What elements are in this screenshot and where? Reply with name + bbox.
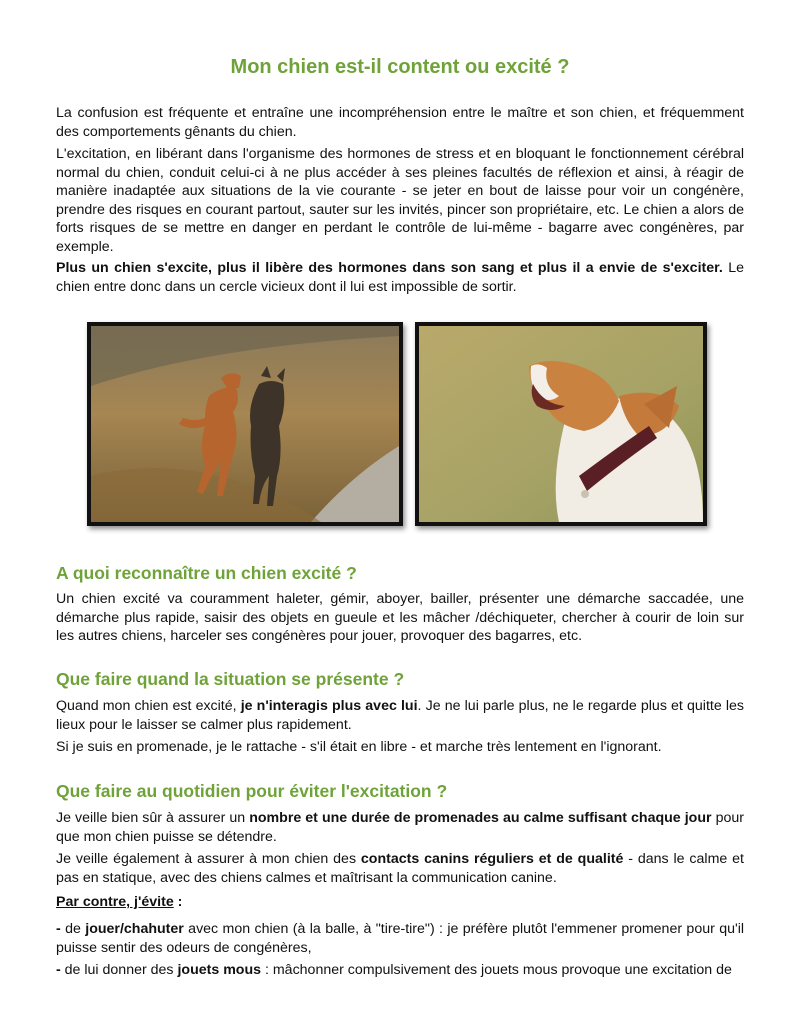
page-title: Mon chien est-il content ou excité ? [230, 56, 570, 78]
section3-p1-start: Je veille bien sûr à assurer un [56, 810, 250, 826]
section-heading-daily: Que faire au quotidien pour éviter l'excitation ? [56, 781, 448, 801]
section3-p1-end: pour que mon chien puisse se détendre. [56, 810, 744, 845]
section2-p1-end: . Je ne lui parle plus, ne le regarde plus et quitte les lieux pour le laisser se calmer plus rapidement. [56, 698, 744, 733]
avoid-item-2-end: : mâchonner compulsivement des jouets mous provoque une excitation de [261, 962, 732, 978]
avoid-item-1-dash: - [56, 921, 66, 937]
section-heading-what-to-do: Que faire quand la situation se présente ? [56, 669, 405, 689]
avoid-item-1 [56, 920, 744, 957]
avoid-item-2-emphasis: jouets mous [177, 962, 262, 978]
section2-paragraph-2: Si je suis en promenade, je le rattache - s'il était en libre - et marche très lentement en l'ignorant. [56, 739, 662, 755]
barking-dog-image [419, 326, 703, 522]
section3-p1-emphasis: nombre et une durée de promenades au calme suffisant chaque jour [249, 810, 712, 826]
section2-paragraph-1 [56, 697, 744, 734]
section3-p2-emphasis: contacts canins réguliers et de qualité [360, 851, 624, 867]
photo-barking-dog [415, 322, 707, 526]
avoid-item-1-emphasis: jouer/chahuter [85, 921, 184, 937]
intro-paragraph-3 [56, 259, 744, 296]
intro-emphasis: Plus un chien s'excite, plus il libère des hormones dans son sang et plus il a envie de s'exciter. [56, 260, 723, 276]
photo-dogs-playing [87, 322, 403, 526]
avoid-item-2-start: de lui donner des [64, 962, 178, 978]
avoid-item-1-start: de [65, 921, 86, 937]
avoid-colon: : [173, 894, 183, 910]
intro-paragraph-3-rest: Le chien entre donc dans un cercle vicieux dont il lui est impossible de sortir. [56, 260, 744, 295]
section3-p2-start: Je veille également à assurer à mon chien des [56, 851, 361, 867]
avoid-label: Par contre, j'évite [56, 894, 174, 910]
section2-p1-emphasis: je n'interagis plus avec lui [240, 698, 418, 714]
intro-paragraph-2: L'excitation, en libérant dans l'organisme des hormones de stress et en bloquant le fonctionnement cérébral normal du chien, conduit celui-ci à ne plus accéder à ses pleines facultés de réflexion et ainsi, à réagir de manière inadaptée aux situations de la vie courante - se jeter en bout de laisse pour voir un congénère, prendre des risques en courant partout, sauter sur les invités, pincer son propriétaire, etc. Le chien a alors de forts risques de se mettre en danger en perdant le contrôle de lui-même - bagarre avec congénères, par exemple. [56, 146, 744, 255]
avoid-label-line [56, 893, 744, 912]
avoid-item-2 [56, 961, 744, 980]
avoid-item-1-end: avec mon chien (à la balle, à "tire-tire") : je préfère plutôt l'emmener promener pour qu'il puisse sentir des odeurs de congénères, [56, 921, 744, 956]
section3-p2-end: - dans le calme et pas en statique, avec des chiens calmes et maîtrisant la communication canine. [56, 851, 744, 886]
section-heading-recognize: A quoi reconnaître un chien excité ? [56, 563, 357, 583]
intro-paragraph-1: La confusion est fréquente et entraîne une incompréhension entre le maître et son chien, et fréquemment des comportements gênants du chien. [56, 105, 744, 140]
section2-p1-start: Quand mon chien est excité, [56, 698, 241, 714]
avoid-item-2-dash: - [56, 962, 65, 978]
dogs-playing-image [91, 326, 399, 522]
section1-paragraph: Un chien excité va couramment haleter, gémir, aboyer, bailler, présenter une démarche saccadée, une démarche plus rapide, saisir des objets en gueule et les mâcher /déchiqueter, chercher à courir de loin sur les autres chiens, harceler ses congénères pour jouer, provoquer des bagarres, etc. [56, 591, 744, 644]
section3-paragraph-2 [56, 850, 744, 887]
section3-paragraph-1 [56, 809, 744, 846]
